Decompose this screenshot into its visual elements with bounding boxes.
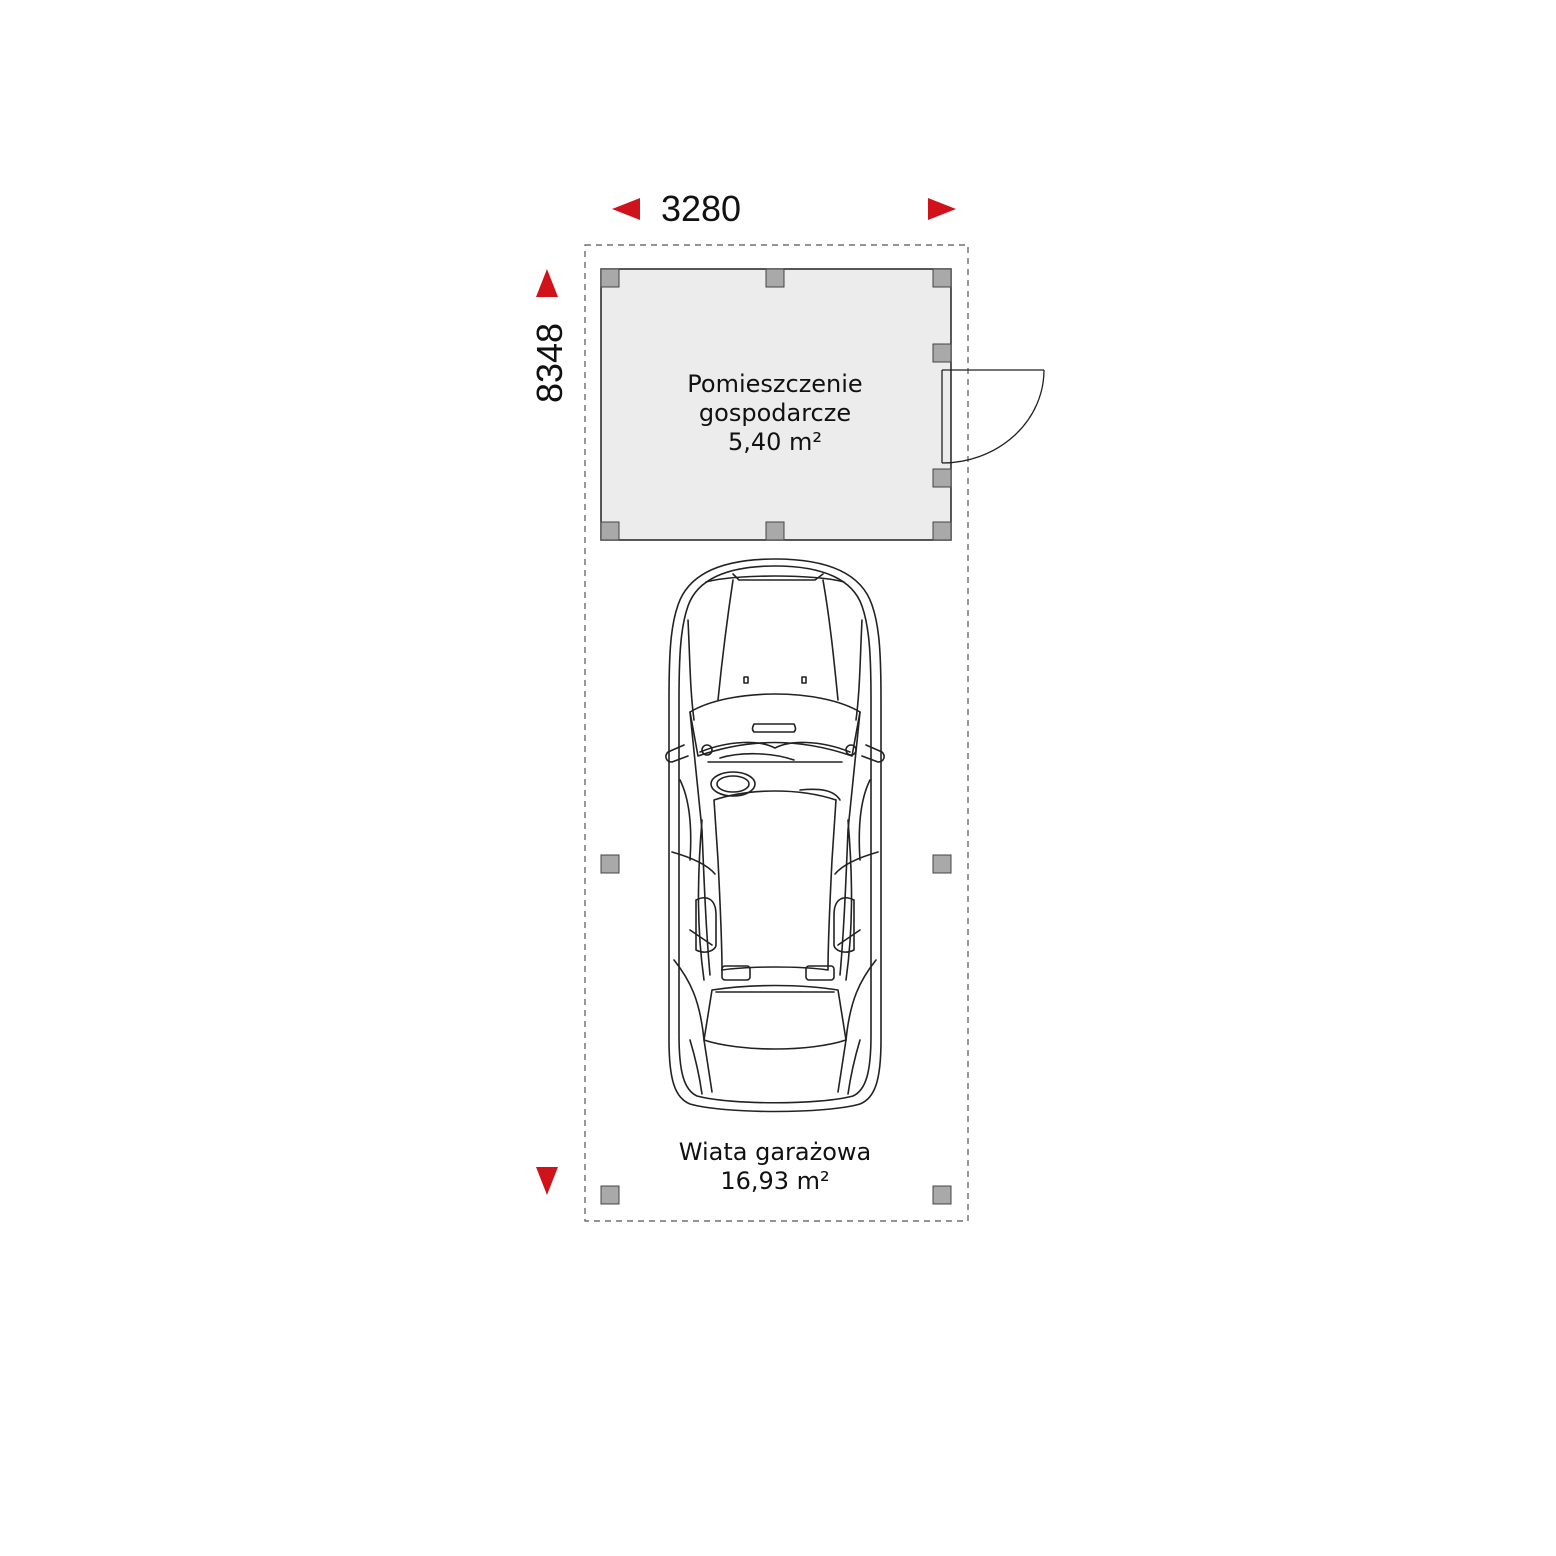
post: [933, 269, 951, 287]
carport-area: 16,93 m²: [720, 1167, 830, 1195]
post: [933, 855, 951, 873]
length-dimension: [529, 269, 570, 1195]
width-dimension: [612, 188, 956, 229]
carport-name: Wiata garażowa: [678, 1138, 872, 1166]
utility-room-name-line1: Pomieszczenie: [687, 370, 863, 398]
utility-room-area: 5,40 m²: [727, 428, 823, 456]
post: [933, 522, 951, 540]
post: [933, 469, 951, 487]
post: [766, 522, 784, 540]
post: [601, 855, 619, 873]
post: [933, 1186, 951, 1204]
utility-room-name-line2: gospodarcze: [698, 399, 852, 427]
length-arrow-up: [536, 269, 558, 297]
width-arrow-right: [928, 198, 956, 220]
width-arrow-left: [612, 198, 640, 220]
post: [933, 344, 951, 362]
post: [601, 269, 619, 287]
length-dimension-label: 8348: [529, 322, 570, 404]
door-swing-icon: [942, 370, 1044, 463]
length-arrow-down: [536, 1167, 558, 1195]
post: [766, 269, 784, 287]
width-dimension-label: 3280: [660, 188, 742, 229]
post: [601, 522, 619, 540]
car-top-view-icon: [666, 559, 884, 1112]
post: [601, 1186, 619, 1204]
